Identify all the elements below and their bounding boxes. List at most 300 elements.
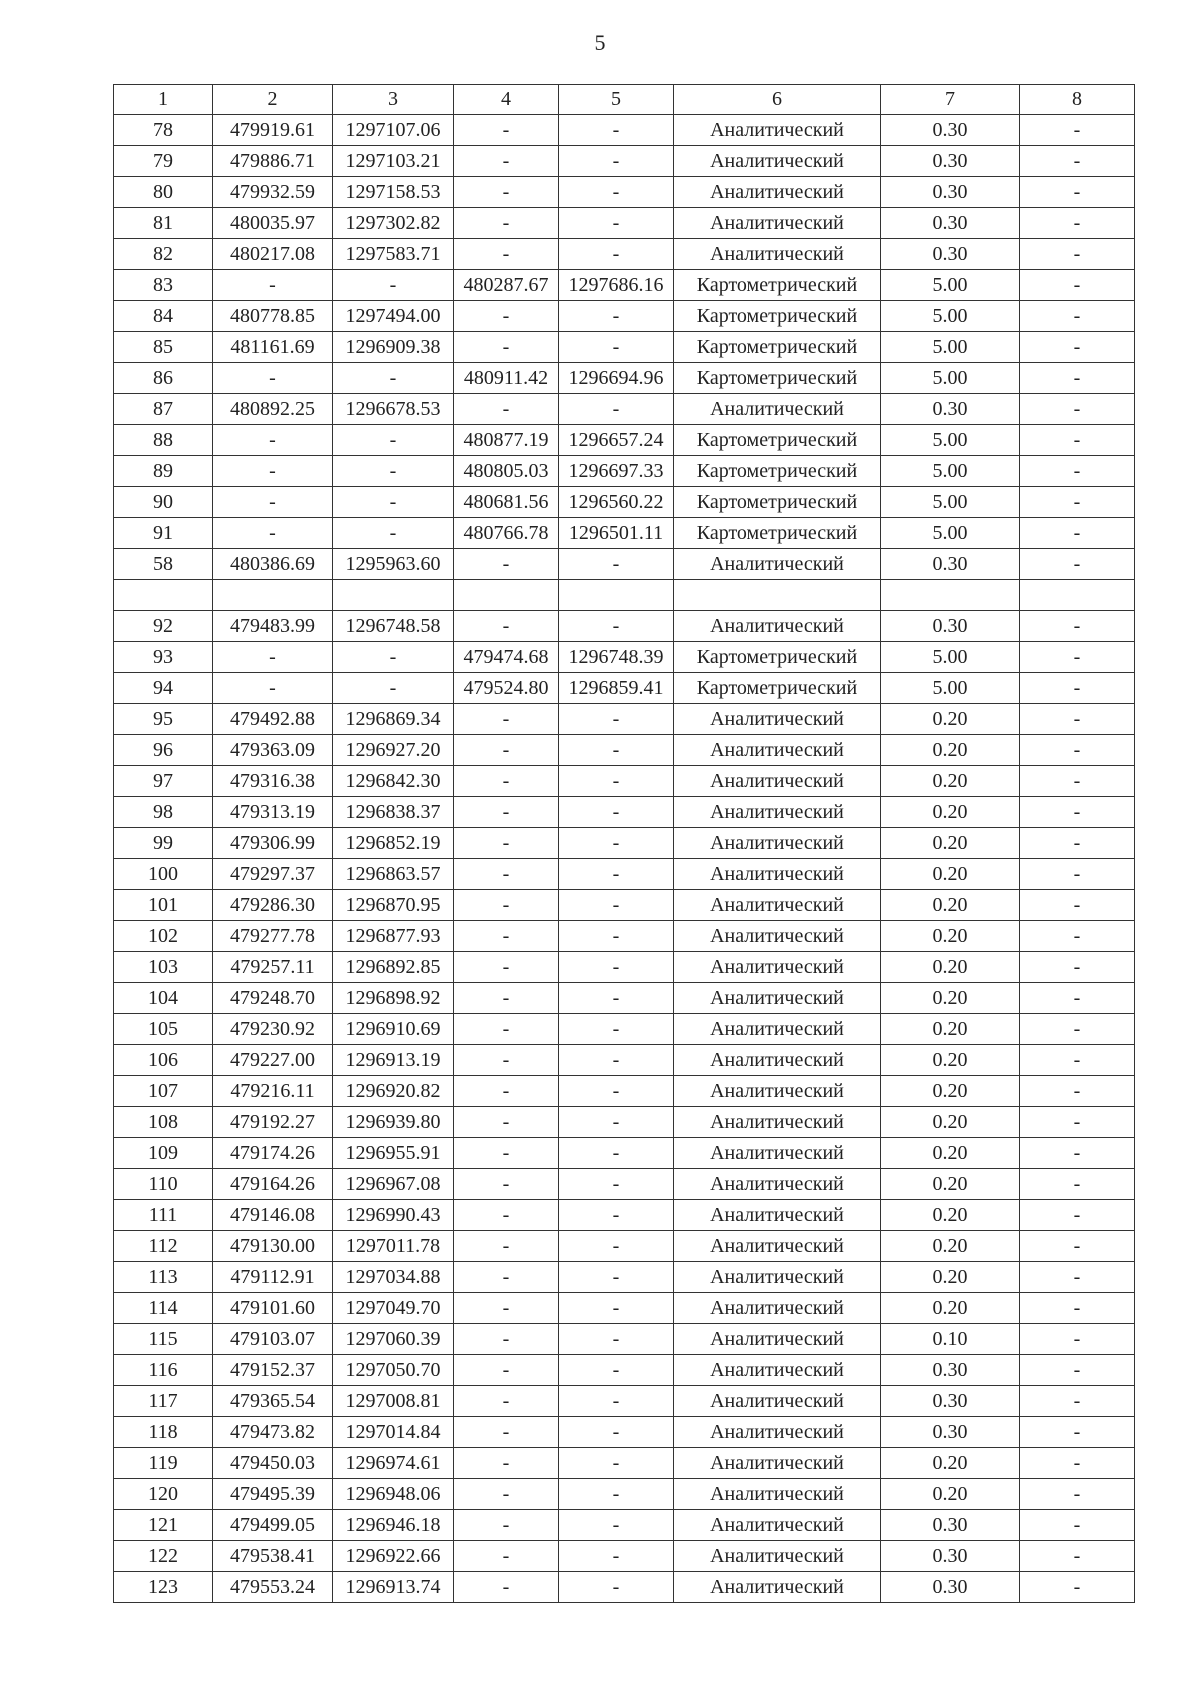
table-cell: 479495.39 bbox=[213, 1479, 333, 1510]
table-row bbox=[114, 332, 1135, 363]
table-cell: 479553.24 bbox=[213, 1572, 333, 1603]
table-cell: 80 bbox=[114, 177, 213, 208]
table-cell: 1296948.06 bbox=[333, 1479, 454, 1510]
table-cell: - bbox=[559, 1541, 674, 1572]
table-cell: Аналитический bbox=[674, 115, 881, 146]
table-cell: - bbox=[559, 1231, 674, 1262]
table-cell: 480778.85 bbox=[213, 301, 333, 332]
table-cell: 480892.25 bbox=[213, 394, 333, 425]
table-cell: 479164.26 bbox=[213, 1169, 333, 1200]
table-cell: - bbox=[559, 208, 674, 239]
table-cell: - bbox=[454, 828, 559, 859]
table-cell: Аналитический bbox=[674, 735, 881, 766]
table-cell: 81 bbox=[114, 208, 213, 239]
table-cell: - bbox=[454, 1014, 559, 1045]
table-cell: - bbox=[1020, 456, 1135, 487]
table-cell: - bbox=[559, 611, 674, 642]
table-row bbox=[114, 859, 1135, 890]
table-cell: - bbox=[1020, 1293, 1135, 1324]
table-cell: 1297583.71 bbox=[333, 239, 454, 270]
table-cell: - bbox=[1020, 611, 1135, 642]
table-cell: 58 bbox=[114, 549, 213, 580]
table-cell: 0.30 bbox=[881, 115, 1020, 146]
column-header: 5 bbox=[559, 85, 674, 115]
table-cell: - bbox=[559, 239, 674, 270]
table-cell: - bbox=[213, 642, 333, 673]
table-cell: - bbox=[1020, 1014, 1135, 1045]
table-cell: 1296859.41 bbox=[559, 673, 674, 704]
table-cell: Аналитический bbox=[674, 394, 881, 425]
table-cell: 1296974.61 bbox=[333, 1448, 454, 1479]
column-header: 6 bbox=[674, 85, 881, 115]
table-cell: - bbox=[333, 270, 454, 301]
table-row bbox=[114, 177, 1135, 208]
table-cell: - bbox=[1020, 363, 1135, 394]
table-cell: 106 bbox=[114, 1045, 213, 1076]
table-cell: - bbox=[454, 208, 559, 239]
table-cell: 480035.97 bbox=[213, 208, 333, 239]
table-cell: - bbox=[454, 1355, 559, 1386]
table-row bbox=[114, 208, 1135, 239]
table-cell: 89 bbox=[114, 456, 213, 487]
table-cell: - bbox=[559, 1355, 674, 1386]
table-row bbox=[114, 1014, 1135, 1045]
table-cell: - bbox=[1020, 1572, 1135, 1603]
table-cell: 479492.88 bbox=[213, 704, 333, 735]
table-cell: 1296870.95 bbox=[333, 890, 454, 921]
table-cell: 0.20 bbox=[881, 766, 1020, 797]
table-cell: 101 bbox=[114, 890, 213, 921]
table-cell: 479174.26 bbox=[213, 1138, 333, 1169]
table-cell: Аналитический bbox=[674, 1541, 881, 1572]
table-cell: Аналитический bbox=[674, 1479, 881, 1510]
table-cell: - bbox=[559, 1076, 674, 1107]
table-cell: - bbox=[1020, 146, 1135, 177]
table-cell: 114 bbox=[114, 1293, 213, 1324]
table-cell: - bbox=[333, 456, 454, 487]
table-cell: - bbox=[1020, 921, 1135, 952]
table-cell: - bbox=[1020, 859, 1135, 890]
table-cell bbox=[559, 580, 674, 611]
table-cell: - bbox=[454, 952, 559, 983]
table-cell: - bbox=[559, 1448, 674, 1479]
table-row bbox=[114, 921, 1135, 952]
table-cell: - bbox=[1020, 208, 1135, 239]
table-row bbox=[114, 1200, 1135, 1231]
table-cell: 0.30 bbox=[881, 394, 1020, 425]
table-cell: 0.30 bbox=[881, 1355, 1020, 1386]
table-cell: - bbox=[559, 301, 674, 332]
table-cell: 1296920.82 bbox=[333, 1076, 454, 1107]
table-cell: Аналитический bbox=[674, 766, 881, 797]
table-row bbox=[114, 518, 1135, 549]
table-cell: 1297494.00 bbox=[333, 301, 454, 332]
table-cell: 479297.37 bbox=[213, 859, 333, 890]
table-cell: - bbox=[213, 673, 333, 704]
table-cell: 1296678.53 bbox=[333, 394, 454, 425]
table-cell: - bbox=[1020, 1169, 1135, 1200]
table-cell: 0.20 bbox=[881, 859, 1020, 890]
table-cell: Аналитический bbox=[674, 859, 881, 890]
table-cell: 479146.08 bbox=[213, 1200, 333, 1231]
table-cell: 0.20 bbox=[881, 921, 1020, 952]
table-cell: 1296842.30 bbox=[333, 766, 454, 797]
table-cell: 109 bbox=[114, 1138, 213, 1169]
table-cell: 0.30 bbox=[881, 1510, 1020, 1541]
table-cell: 1296967.08 bbox=[333, 1169, 454, 1200]
table-cell: 5.00 bbox=[881, 332, 1020, 363]
table-cell: 1296748.39 bbox=[559, 642, 674, 673]
table-cell: 1297011.78 bbox=[333, 1231, 454, 1262]
table-cell: Аналитический bbox=[674, 797, 881, 828]
table-cell: 103 bbox=[114, 952, 213, 983]
column-header: 4 bbox=[454, 85, 559, 115]
table-cell: 0.30 bbox=[881, 1417, 1020, 1448]
table-cell: 1296852.19 bbox=[333, 828, 454, 859]
table-row bbox=[114, 1293, 1135, 1324]
table-cell: - bbox=[454, 1541, 559, 1572]
table-cell: 107 bbox=[114, 1076, 213, 1107]
table-cell: - bbox=[1020, 394, 1135, 425]
table-row bbox=[114, 1417, 1135, 1448]
table-cell: - bbox=[1020, 1076, 1135, 1107]
table-cell: - bbox=[454, 735, 559, 766]
table-cell: - bbox=[454, 704, 559, 735]
table-row bbox=[114, 1572, 1135, 1603]
table-cell: - bbox=[1020, 1231, 1135, 1262]
table-cell: 1296863.57 bbox=[333, 859, 454, 890]
table-cell: - bbox=[1020, 270, 1135, 301]
table-row bbox=[114, 766, 1135, 797]
table-cell: - bbox=[454, 177, 559, 208]
table-row bbox=[114, 1231, 1135, 1262]
table-cell: - bbox=[333, 363, 454, 394]
table-header bbox=[114, 85, 1135, 115]
table-cell: Картометрический bbox=[674, 456, 881, 487]
table-cell: - bbox=[454, 332, 559, 363]
table-cell: Картометрический bbox=[674, 642, 881, 673]
table-cell: - bbox=[559, 177, 674, 208]
table-cell: 479101.60 bbox=[213, 1293, 333, 1324]
table-cell: - bbox=[333, 518, 454, 549]
table-cell: - bbox=[454, 1138, 559, 1169]
table-cell: 117 bbox=[114, 1386, 213, 1417]
table-cell: - bbox=[1020, 518, 1135, 549]
header-row bbox=[114, 85, 1135, 115]
table-cell: - bbox=[213, 270, 333, 301]
table-row bbox=[114, 270, 1135, 301]
table-cell: - bbox=[559, 921, 674, 952]
table-cell: 1297034.88 bbox=[333, 1262, 454, 1293]
table-cell: - bbox=[333, 487, 454, 518]
table-cell: 479474.68 bbox=[454, 642, 559, 673]
table-cell: 123 bbox=[114, 1572, 213, 1603]
table-cell: - bbox=[454, 1572, 559, 1603]
table-cell: - bbox=[559, 1045, 674, 1076]
table-cell: - bbox=[454, 1200, 559, 1231]
table-cell: 1296898.92 bbox=[333, 983, 454, 1014]
table-cell: - bbox=[454, 983, 559, 1014]
table-row bbox=[114, 735, 1135, 766]
table-cell: 5.00 bbox=[881, 673, 1020, 704]
table-cell: 480766.78 bbox=[454, 518, 559, 549]
table-cell: Аналитический bbox=[674, 1045, 881, 1076]
table-cell: Аналитический bbox=[674, 1262, 881, 1293]
table-cell: 1295963.60 bbox=[333, 549, 454, 580]
table-cell: Картометрический bbox=[674, 332, 881, 363]
table-cell: 479306.99 bbox=[213, 828, 333, 859]
table-cell: 1297103.21 bbox=[333, 146, 454, 177]
table-cell: Аналитический bbox=[674, 1138, 881, 1169]
table-cell: - bbox=[1020, 704, 1135, 735]
table-cell: 0.20 bbox=[881, 704, 1020, 735]
table-cell: Аналитический bbox=[674, 890, 881, 921]
table-cell: - bbox=[454, 1417, 559, 1448]
table-cell: 479248.70 bbox=[213, 983, 333, 1014]
table-cell: 479130.00 bbox=[213, 1231, 333, 1262]
table-cell: - bbox=[1020, 1107, 1135, 1138]
table-row bbox=[114, 1355, 1135, 1386]
table-cell: - bbox=[1020, 332, 1135, 363]
table-row bbox=[114, 1169, 1135, 1200]
table-row bbox=[114, 239, 1135, 270]
table-cell: - bbox=[454, 1479, 559, 1510]
table-cell: - bbox=[454, 115, 559, 146]
table-cell: Аналитический bbox=[674, 1417, 881, 1448]
table-cell: 479230.92 bbox=[213, 1014, 333, 1045]
table-cell: 0.20 bbox=[881, 1045, 1020, 1076]
table-cell: 480287.67 bbox=[454, 270, 559, 301]
table-cell: 479538.41 bbox=[213, 1541, 333, 1572]
table-cell: 0.20 bbox=[881, 797, 1020, 828]
table-cell: Аналитический bbox=[674, 1355, 881, 1386]
table-cell: Аналитический bbox=[674, 828, 881, 859]
table-cell: Аналитический bbox=[674, 1293, 881, 1324]
table-cell: - bbox=[454, 1045, 559, 1076]
table-cell: 481161.69 bbox=[213, 332, 333, 363]
table-cell: Картометрический bbox=[674, 487, 881, 518]
table-cell: - bbox=[1020, 735, 1135, 766]
table-cell: 119 bbox=[114, 1448, 213, 1479]
table-cell: 0.30 bbox=[881, 1541, 1020, 1572]
table-row bbox=[114, 1541, 1135, 1572]
table-cell bbox=[333, 580, 454, 611]
table-cell: Аналитический bbox=[674, 1231, 881, 1262]
table-cell: 1296913.74 bbox=[333, 1572, 454, 1603]
table-row bbox=[114, 611, 1135, 642]
table-cell: - bbox=[454, 1076, 559, 1107]
table-cell: - bbox=[454, 1510, 559, 1541]
table-cell bbox=[674, 580, 881, 611]
table-cell: 111 bbox=[114, 1200, 213, 1231]
table-cell: 1296927.20 bbox=[333, 735, 454, 766]
table-cell: 479524.80 bbox=[454, 673, 559, 704]
table-cell: 1296694.96 bbox=[559, 363, 674, 394]
table-cell: 5.00 bbox=[881, 487, 1020, 518]
table-cell: 1296838.37 bbox=[333, 797, 454, 828]
table-cell: 0.20 bbox=[881, 1448, 1020, 1479]
table-cell: 116 bbox=[114, 1355, 213, 1386]
table-cell: 104 bbox=[114, 983, 213, 1014]
table-row bbox=[114, 1448, 1135, 1479]
table-cell bbox=[114, 580, 213, 611]
table-cell: - bbox=[559, 735, 674, 766]
table-cell: 0.10 bbox=[881, 1324, 1020, 1355]
table-cell: - bbox=[1020, 766, 1135, 797]
table-cell: - bbox=[559, 1572, 674, 1603]
table-cell: 5.00 bbox=[881, 270, 1020, 301]
table-cell bbox=[881, 580, 1020, 611]
table-cell: Аналитический bbox=[674, 1200, 881, 1231]
table-cell: Картометрический bbox=[674, 673, 881, 704]
table-cell: 0.30 bbox=[881, 1572, 1020, 1603]
table-cell: 1296657.24 bbox=[559, 425, 674, 456]
table-cell: - bbox=[454, 1231, 559, 1262]
table-cell: - bbox=[454, 859, 559, 890]
table-cell: - bbox=[1020, 797, 1135, 828]
table-cell: - bbox=[1020, 425, 1135, 456]
table-cell: - bbox=[454, 611, 559, 642]
table-cell: - bbox=[559, 797, 674, 828]
table-cell: Картометрический bbox=[674, 425, 881, 456]
table-cell: - bbox=[1020, 301, 1135, 332]
table-cell: 479365.54 bbox=[213, 1386, 333, 1417]
table-cell: 78 bbox=[114, 115, 213, 146]
table-cell: - bbox=[1020, 1045, 1135, 1076]
table-cell: - bbox=[1020, 549, 1135, 580]
table-cell: 0.30 bbox=[881, 146, 1020, 177]
table-cell: - bbox=[454, 146, 559, 177]
table-cell: Аналитический bbox=[674, 611, 881, 642]
table-cell: 87 bbox=[114, 394, 213, 425]
table-cell: 1297060.39 bbox=[333, 1324, 454, 1355]
table-cell: 479473.82 bbox=[213, 1417, 333, 1448]
table-cell: - bbox=[559, 115, 674, 146]
table-body bbox=[114, 115, 1135, 1603]
table-cell: 1297050.70 bbox=[333, 1355, 454, 1386]
table-cell: - bbox=[333, 673, 454, 704]
table-cell: 479313.19 bbox=[213, 797, 333, 828]
table-cell bbox=[454, 580, 559, 611]
table-cell: - bbox=[559, 766, 674, 797]
table-cell: 118 bbox=[114, 1417, 213, 1448]
table-cell: 121 bbox=[114, 1510, 213, 1541]
table-cell: 479886.71 bbox=[213, 146, 333, 177]
table-cell: 0.20 bbox=[881, 1200, 1020, 1231]
table-cell: - bbox=[454, 797, 559, 828]
table-cell: 79 bbox=[114, 146, 213, 177]
table-row bbox=[114, 704, 1135, 735]
table-cell: - bbox=[1020, 1417, 1135, 1448]
table-cell: - bbox=[454, 890, 559, 921]
table-row bbox=[114, 828, 1135, 859]
table-row bbox=[114, 1479, 1135, 1510]
table-cell: 92 bbox=[114, 611, 213, 642]
table-cell: 1296990.43 bbox=[333, 1200, 454, 1231]
table-cell: 0.20 bbox=[881, 735, 1020, 766]
table-cell: Аналитический bbox=[674, 1448, 881, 1479]
table-cell: 479932.59 bbox=[213, 177, 333, 208]
table-row bbox=[114, 363, 1135, 394]
table-cell: - bbox=[559, 1169, 674, 1200]
table-cell: - bbox=[559, 1386, 674, 1417]
table-cell: Аналитический bbox=[674, 1510, 881, 1541]
table-row bbox=[114, 983, 1135, 1014]
table-cell: - bbox=[213, 487, 333, 518]
table-cell: Аналитический bbox=[674, 1169, 881, 1200]
table-cell: 0.30 bbox=[881, 239, 1020, 270]
table-cell: 5.00 bbox=[881, 456, 1020, 487]
table-row bbox=[114, 1262, 1135, 1293]
table-row bbox=[114, 1107, 1135, 1138]
table-cell: Аналитический bbox=[674, 239, 881, 270]
table-cell: 108 bbox=[114, 1107, 213, 1138]
coordinates-table bbox=[113, 84, 1135, 1603]
table-cell: - bbox=[559, 1014, 674, 1045]
table-row bbox=[114, 1386, 1135, 1417]
table-cell: 1296955.91 bbox=[333, 1138, 454, 1169]
table-cell: - bbox=[1020, 1479, 1135, 1510]
table-cell: - bbox=[454, 1169, 559, 1200]
table-cell: - bbox=[559, 859, 674, 890]
table-cell: - bbox=[1020, 239, 1135, 270]
table-cell: 0.30 bbox=[881, 611, 1020, 642]
table-cell: 0.20 bbox=[881, 983, 1020, 1014]
table-cell: 115 bbox=[114, 1324, 213, 1355]
table-cell: - bbox=[1020, 1200, 1135, 1231]
table-cell: 1296892.85 bbox=[333, 952, 454, 983]
table-cell: 95 bbox=[114, 704, 213, 735]
table-cell: 1296869.34 bbox=[333, 704, 454, 735]
table-cell: 479216.11 bbox=[213, 1076, 333, 1107]
table-row bbox=[114, 1138, 1135, 1169]
table-cell: 480805.03 bbox=[454, 456, 559, 487]
table-cell: 1296913.19 bbox=[333, 1045, 454, 1076]
table-cell: Аналитический bbox=[674, 549, 881, 580]
table-cell: - bbox=[559, 549, 674, 580]
table-cell: Аналитический bbox=[674, 1386, 881, 1417]
table-cell: 1297107.06 bbox=[333, 115, 454, 146]
table-cell: - bbox=[559, 704, 674, 735]
table-cell: - bbox=[454, 301, 559, 332]
table-cell: 480386.69 bbox=[213, 549, 333, 580]
table-cell: 1297158.53 bbox=[333, 177, 454, 208]
table-cell: - bbox=[559, 146, 674, 177]
table-cell: - bbox=[333, 642, 454, 673]
table-cell: 96 bbox=[114, 735, 213, 766]
table-row bbox=[114, 1324, 1135, 1355]
table-cell: 1296939.80 bbox=[333, 1107, 454, 1138]
table-cell: Аналитический bbox=[674, 1324, 881, 1355]
table-cell: 90 bbox=[114, 487, 213, 518]
table-cell: 99 bbox=[114, 828, 213, 859]
table-cell: 0.20 bbox=[881, 1138, 1020, 1169]
table-cell: - bbox=[454, 1324, 559, 1355]
table-cell: 480877.19 bbox=[454, 425, 559, 456]
table-cell: 1296748.58 bbox=[333, 611, 454, 642]
table-cell: 1296560.22 bbox=[559, 487, 674, 518]
table-cell: - bbox=[1020, 828, 1135, 859]
table-cell: 479227.00 bbox=[213, 1045, 333, 1076]
table-row bbox=[114, 1510, 1135, 1541]
table-cell: 0.20 bbox=[881, 1293, 1020, 1324]
table-cell bbox=[1020, 580, 1135, 611]
table-cell: 480681.56 bbox=[454, 487, 559, 518]
table-cell: 112 bbox=[114, 1231, 213, 1262]
table-cell: 1296910.69 bbox=[333, 1014, 454, 1045]
table-cell: - bbox=[1020, 1355, 1135, 1386]
table-cell: 86 bbox=[114, 363, 213, 394]
